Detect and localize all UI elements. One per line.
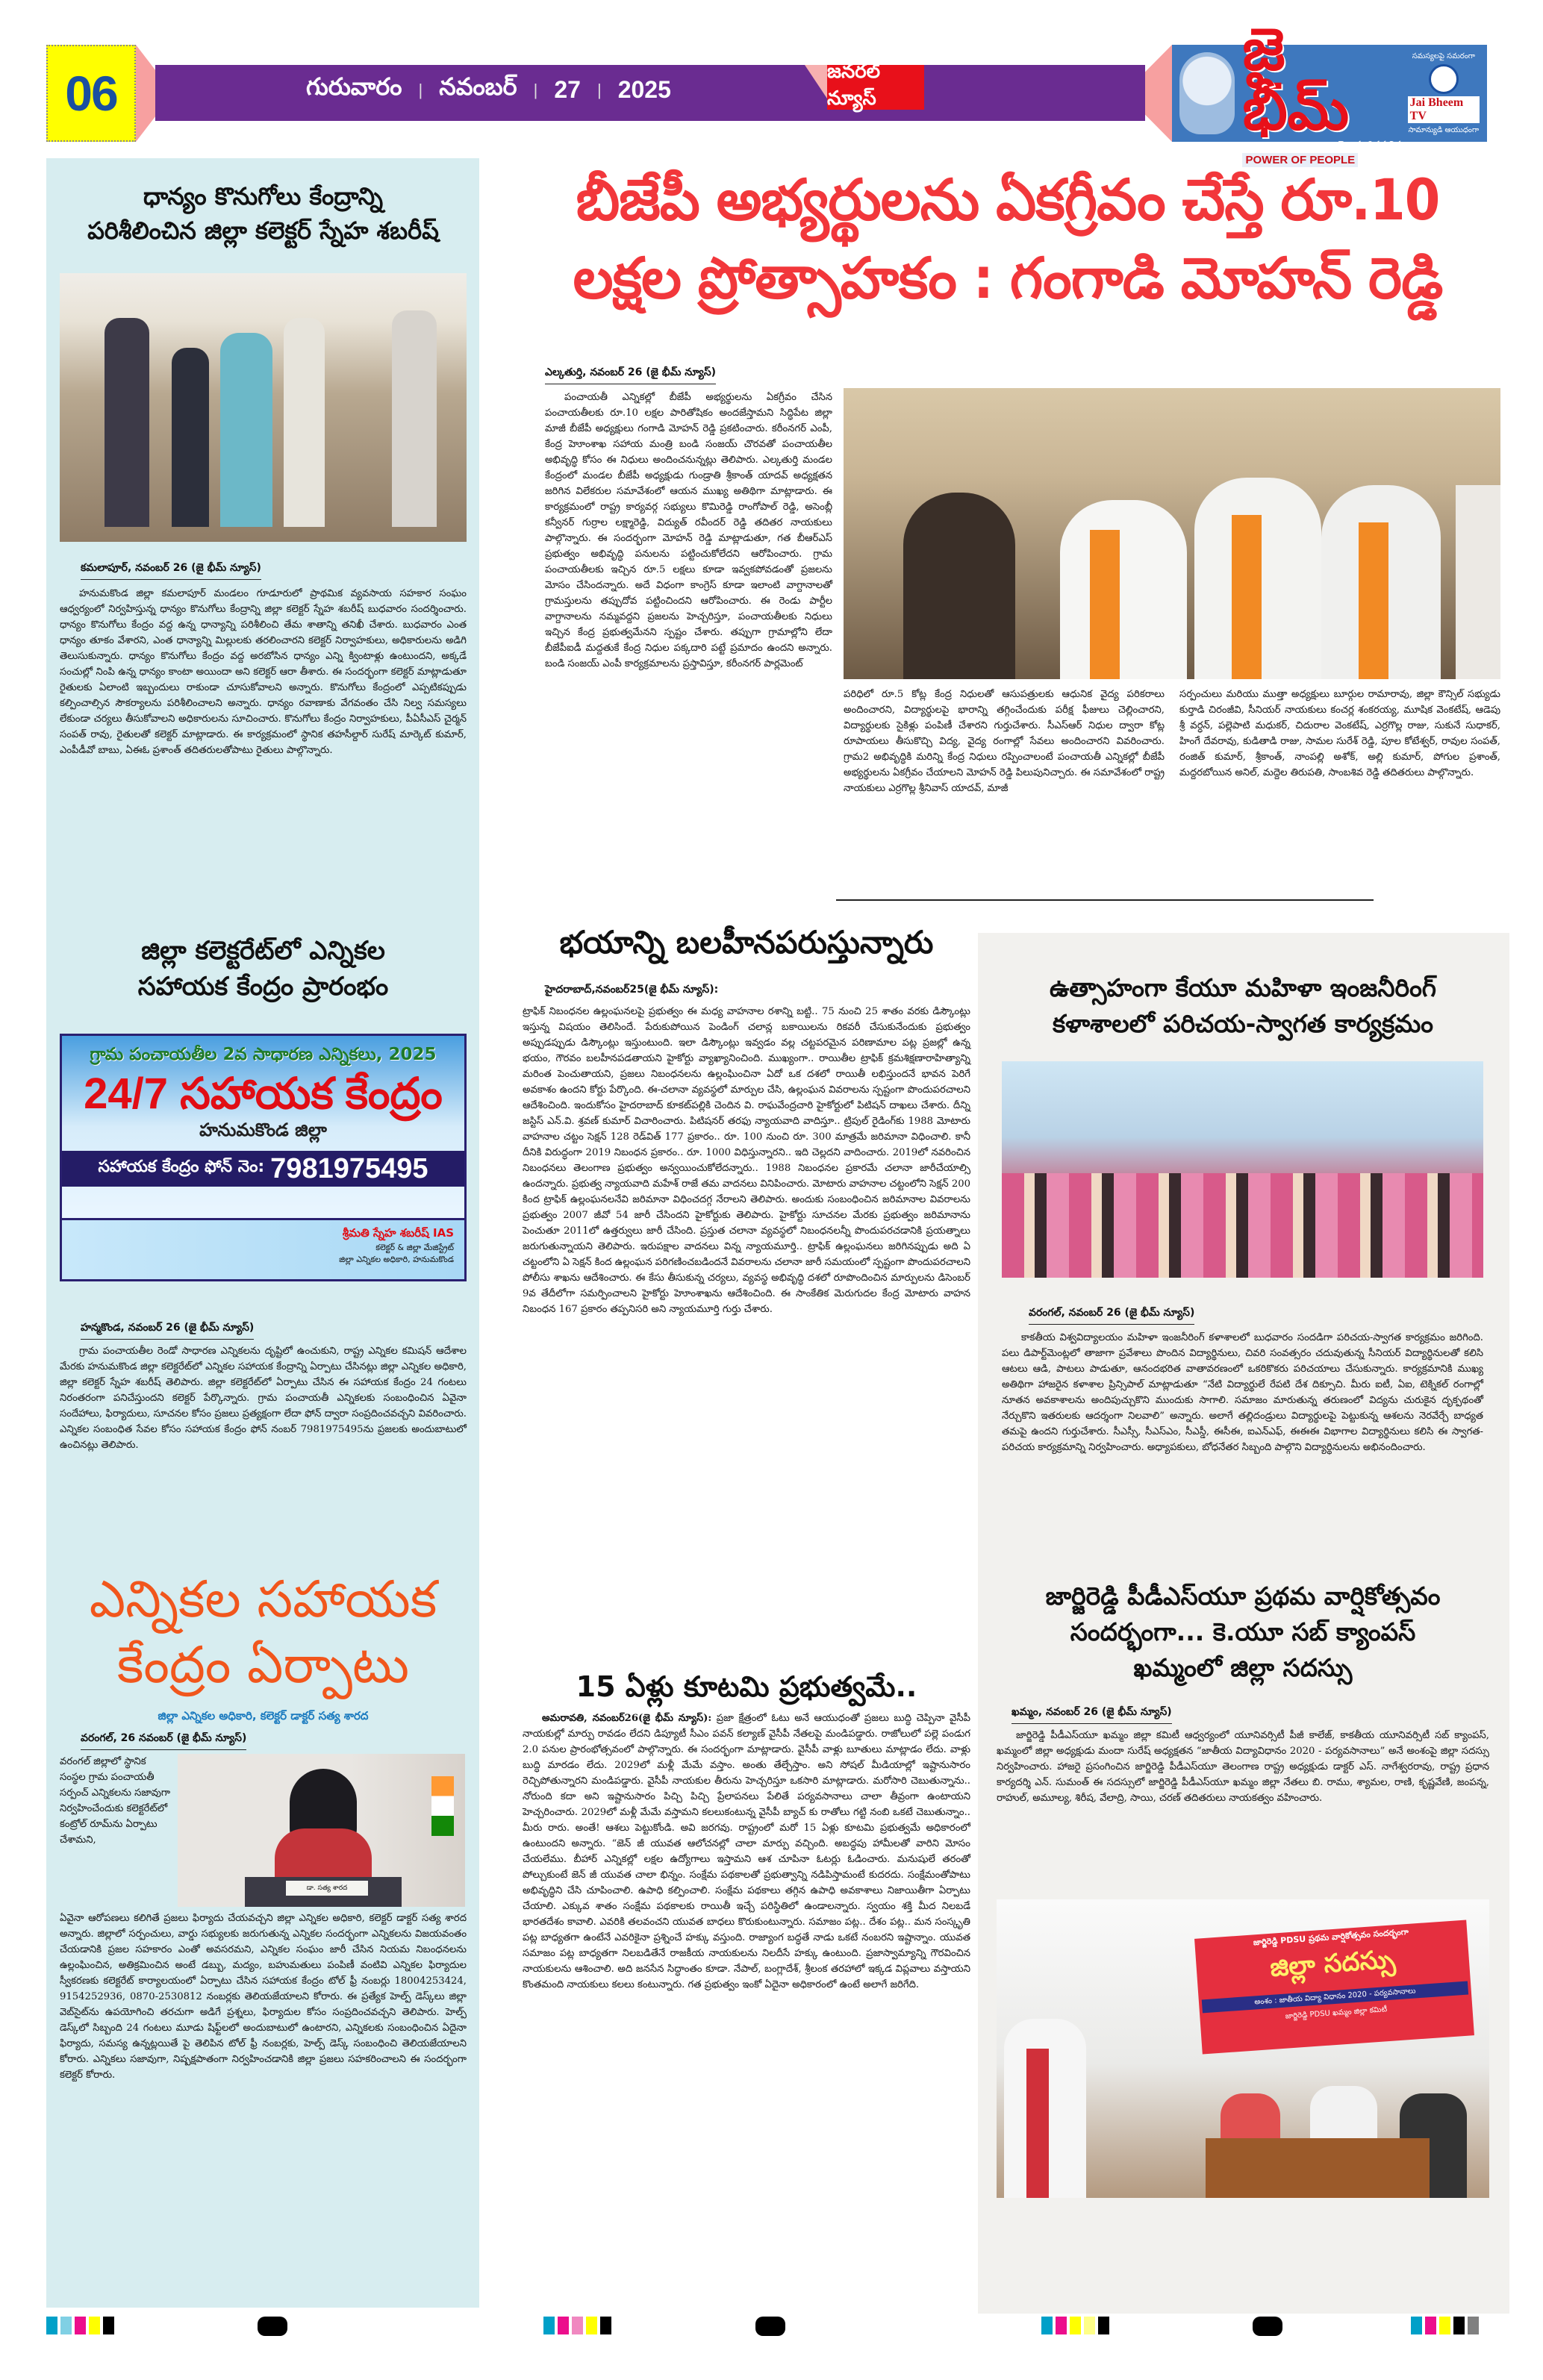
ad-phone-label: సహాయక కేంద్రం ఫోన్ నెం: [98, 1158, 265, 1176]
registration-mark-icon [258, 2317, 287, 2336]
bjp-dateline: ఎల్కతుర్తి, నవంబర్ 26 (జై భీమ్ న్యూస్) [545, 366, 716, 384]
alliance-dateline: అమరావతి, నవంబర్26(జై భీమ్ న్యూస్): [542, 1713, 712, 1724]
color-bar [543, 2317, 611, 2334]
color-swatch [1439, 2317, 1450, 2334]
color-bar [1411, 2317, 1479, 2334]
ku-welcome-dateline-wrap [1029, 1305, 1194, 1325]
warangal-centre-dateline-wrap [81, 1730, 246, 1750]
issue-year: 2025 [617, 76, 671, 103]
warangal-centre-body: ఏవైనా ఆరోపణలు కలిగితే ప్రజలు ఫిర్యాదు చేయవచ్చని జిల్లా ఎన్నికల అధికారి, కలెక్టర్ డాక్టర్ సత్య శారద అన్నారు. జిల్లాలో సర్పంచులు, వార్డు సభ్యులకు జరుగుతున్న ఎన్నికల సందర్భంగా ఎన్నికలను విజయవంతం చేయడానికి ప్రజల సహకారం ఎంతో అవసరమని, ఎన్నికల సంఘం జారీ చేసిన నియమ నిబంధనలను ఉల్లంఘించిన, అతిక్రమించిన అంటే డబ్బు, మద్యం, బహుమతులు పంపిణీ వంటివి ఎన్నికల ఫిర్యాదుల స్వీకరణకు కలెక్టరేట్ కార్యాలయంలో ఏర్పాటు చేసిన సహాయక కేంద్రం టోల్ ఫ్రీ నంబర్లు 18004253424, 9154252936, 0870-2530812 నంబర్లకు తెలియజేయాలని కోరారు. ఈ ప్రత్యేక హెల్ప్ డెస్క్‌లు జిల్లా వెబ్‌సైట్‌ను ఉపయోగించి తరచుగా అడిగే ప్రశ్నలు, ఫిర్యాదుల కోసం సంప్రదించవచ్చని తెలిపారు. హెల్ప్ డెస్క్‌లో సిబ్బంది 24 గంటలు మూడు షిఫ్ట్‌లలో అందుబాటులో ఉంటారని, ఎన్నికలకు సంబంధించిన ఏదైనా ఫిర్యాదు, సమస్య ఉన్నట్లయితే పై తెలిపిన టోల్ ఫ్రీ నంబర్లకు, హెల్ప్ డెస్క్ సంబంధించి తెలియజేయాలని కోరారు. ఎన్నికలు సజావుగా, నిష్పక్షపాతంగా నిర్వహించడానికి జిల్లా ప్రజలు సహకరించాలని ఈ సందర్భంగా కలెక్టర్ కోరారు. [60, 1913, 467, 2081]
bjp-headline [508, 160, 1508, 317]
banner-top: జార్జిరెడ్డి PDSU ప్రథమ వార్షికోత్సవం సందర్భంగా [1253, 1926, 1409, 1948]
election-centre-dateline: హన్మకొండ, నవంబర్ 26 (జై భీమ్ న్యూస్) [81, 1322, 254, 1340]
color-swatch [1453, 2317, 1465, 2334]
warangal-centre-dateline: వరంగల్, 26 నవంబర్ (జై భీమ్ న్యూస్) [81, 1732, 246, 1750]
bjp-body-col2: పరిధిలో రూ.5 కోట్ల కేంద్ర నిధులతో ఆసుపత్రులకు ఆధునిక వైద్య పరికరాలు అందించారని, విద్యార్థులపై భారాన్ని తగ్గించేందుకు పరీక్ష ఫీజులు చెల్లించారని, విద్యార్థులకు సైకిళ్లు పంపిణీ చేశారని గుర్తుచేశారు. సీఎస్ఆర్ నిధుల ద్వారా కోట్ల రూపాయలు తీసుకొచ్చి విద్య, వైద్య రంగాల్లో సేవలు అందించారని వివరించారు. గ్రామ2 అభివృద్ధికి మరిన్ని కేంద్ర నిధులు రప్పించాలంటే పంచాయతీ ఎన్నికల్లో బీజేపీ అభ్యర్థులను ఏకగ్రీవం చేయాలని మోహన్ రెడ్డి పిలుపునిచ్చారు. ఈ సమావేశంలో రాష్ట్ర నాయకులు ఎర్రగొల్ల శ్రీనివాస్ యాదవ్, మాజీ [844, 689, 1165, 794]
issue-date-number: 27 [554, 76, 581, 103]
registration-mark-icon [1253, 2317, 1282, 2336]
article-divider [836, 899, 1374, 901]
grain-inspection-photo [60, 273, 467, 542]
grain-body: హనుమకొండ జిల్లా కమలాపూర్ మండలం గూడూరులో ప్రాథమిక వ్యవసాయ సహకార సంఘం ఆధ్వర్యంలో నిర్వహిస్తున్న ధాన్యం కొనుగోలు కేంద్రాన్ని జిల్లా కలెక్టర్ స్నేహ శబరీష్ బుధవారం సందర్శించారు. ధాన్యం కొనుగోలు కేంద్రం వద్ద ఉన్న ధాన్యాన్ని పరిశీలించి తేమ శాతాన్ని తనిఖీ చేశారు. బుధవారం ఎంత ధాన్యం తూకం వేశారని, ఎంత ధాన్యాన్ని మిల్లులకు తరలించారని కలెక్టర్ నిర్వాహకులు, అధికారులను అడిగి తెలుసుకున్నారు. ధాన్యం కొనుగోలు కేంద్రం వద్ద అరబోసిన ధాన్యం ఎన్ని క్వింటాళ్లు ఉంటుందని, అక్కడే సంచుల్లో నింపి ఉన్న ధాన్యం కాంటా అయిందా అని కలెక్టర్ ఆరా తీశారు. ఈ సందర్భంగా కలెక్టర్ మాట్లాడుతూ రైతులకు ఏలాంటి ఇబ్బందులు రాకుండా చూసుకోవాలని అన్నారు. కొనుగోలు కేంద్రంలో ఎప్పటికప్పుడు కల్పించాల్సిన సౌకర్యాలను పరిశీలించాలని అన్నారు. ధాన్యం రవాణాకు వేగవంతం చేసి నిల్వ సమస్యలు లేకుండా చర్యలు తీసుకోవాలని అధికారులను సూచించారు. కొనుగోలు కేంద్రం నిర్వాహకులు, పీఏసీఎస్ చైర్మన్ సంపత్ రావు, రైతులతో కలెక్టర్ మాట్లాడారు. ఈ కార్యక్రమంలో స్థానిక తహసీల్దార్ సురేష్ మార్కెట్ కుమార్, ఎంపీడీవో బాబు, ఏఈఓ ప్రశాంత్ తదితరులతోపాటు రైతులు పాల్గొన్నారు. [60, 588, 467, 756]
warangal-centre-body-intro: వరంగల్ జిల్లాలో స్థానిక సంస్థల గ్రామ పంచాయతీ సర్పంచ్ ఎన్నికలను సజావుగా నిర్వహించేందుకు కలెక్టరేట్‌లో కంట్రోల్ రూమ్‌ను ఏర్పాటు చేశామని, [60, 1756, 171, 1846]
headline-line: సందర్భంగా... కె.యూ సబ్ క్యాంపస్ [1070, 1617, 1416, 1646]
color-swatch [543, 2317, 555, 2334]
ku-welcome-headline [985, 970, 1500, 1042]
pdsu-dateline: ఖమ్మం, నవంబర్ 26 (జై భీమ్ న్యూస్) [1011, 1706, 1172, 1724]
issue-day: గురువారం [306, 73, 402, 100]
color-swatch [46, 2317, 57, 2334]
warangal-centre-subhead: జిల్లా ఎన్నికల అధికారి, కలెక్టర్ డాక్టర్ సత్య శారద [158, 1709, 369, 1722]
color-swatch [1056, 2317, 1067, 2334]
collector-nameplate: డా. సత్య శారద [286, 1881, 368, 1896]
page-number: 06 [46, 45, 136, 142]
date-separator: | [418, 80, 423, 99]
registration-mark-icon [755, 2317, 785, 2336]
color-swatch [1411, 2317, 1422, 2334]
pdsu-dateline-wrap [1011, 1704, 1172, 1724]
logo-tagline: POWER OF PEOPLE [1242, 153, 1358, 167]
pdsu-headline [985, 1578, 1500, 1686]
collector-photo [178, 1754, 465, 1907]
headline-line: ఉత్సాహంగా కేయూ మహిళా ఇంజనీరింగ్ [1049, 973, 1437, 1002]
ad-signatory-role: జిల్లా ఎన్నికల అధికారి, హనుమకొండ [339, 1255, 454, 1264]
grain-dateline-wrap [81, 560, 261, 580]
ad-phone-band [62, 1151, 464, 1187]
ad-signatory-role: కలెక్టర్ & జిల్లా మేజిస్ట్రేట్ [375, 1243, 454, 1252]
headline-line: లక్షల ప్రోత్సాహకం : గంగాడి మోహన్ రెడ్డి [573, 245, 1443, 311]
ad-signatory-block [60, 1220, 467, 1281]
date-separator: | [596, 80, 602, 99]
headline-line: జార్జిరెడ్డి పీడీఎస్‌యూ ప్రథమ వార్షికోత్సవం [1045, 1581, 1441, 1611]
pdsu-seminar-photo [997, 1899, 1489, 2198]
color-swatch [1425, 2317, 1436, 2334]
election-centre-headline [52, 933, 474, 1005]
ku-welcome-group-photo [1002, 1061, 1483, 1278]
bjp-body-col3: సర్పంచులు మరియు ముత్తా అధ్యక్షులు బూర్గుల రామారావు, జిల్లా కౌన్సిల్ సభ్యుడు కుర్తాడి చిరంజీవి, సీనియర్ నాయకులు కంచర్ల శంకరయ్య, మూషిక వెంకటేష్, ఆడెపు శ్రీ వర్ధన్, పల్లెపాటి మధుకర్, చిదురాల వెంకటేష్, ఎర్రగొల్ల రాజు, సుకునే సుధాకర్, హింగే దేవరావు, కుడితాడి రాజు, సామల సురేశ్ రెడ్డి, పూల కోటేశ్వర్, రావుల సంపత్, రంజిత్ కుమార్, శ్రీకాంత్, నాంపల్లి అశోక్, అల్లి కుమార్, పోగుల ప్రశాంత్, మద్దరబోయిన అనిల్, మద్దెల తిరుపతి, సాంబశివ రెడ్డి తదితరులు పాల్గొన్నారు. [1179, 689, 1500, 778]
tv-emblem-icon [1429, 64, 1459, 94]
color-swatch [1084, 2317, 1095, 2334]
banner-foot: జార్జిరెడ్డి PDSU ఖమ్మం జిల్లా కమిటీ [1285, 2005, 1388, 2021]
page-number-fold [136, 45, 157, 142]
warangal-centre-headline: ఎన్నికల సహాయక కేంద్రం ఏర్పాటు [89, 1570, 437, 1695]
color-swatch [89, 2317, 100, 2334]
bjp-dateline-wrap [545, 364, 716, 384]
issue-date [306, 73, 671, 107]
ad-election-title: గ్రామ పంచాయతీల 2వ సాధారణ ఎన్నికలు, 2025 [90, 1045, 437, 1064]
color-swatch [60, 2317, 72, 2334]
logo-title: జై భీమ్ [1242, 16, 1350, 143]
headline-line: సహాయక కేంద్రం ప్రారంభం [137, 972, 389, 1002]
color-swatch [75, 2317, 86, 2334]
headline-line: పరిశీలించిన జిల్లా కలెక్టర్ స్నేహ శబరీష్ [87, 216, 439, 245]
alliance-headline: 15 ఏళ్లు కూటమి ప్రభుత్వమే.. [576, 1670, 917, 1703]
fear-dateline: హైదరాబాద్,నవంబర్25(జై భీమ్ న్యూస్): [545, 984, 719, 996]
color-swatch [1468, 2317, 1479, 2334]
color-swatch [1098, 2317, 1109, 2334]
banner-main: జిల్లా సదస్సు [1269, 1944, 1397, 1983]
ku-welcome-body: కాకతీయ విశ్వవిద్యాలయం మహిళా ఇంజనీరింగ్ కళాశాలలో బుధవారం సందడిగా పరిచయ-స్వాగత కార్యక్రమం జరిగింది. పలు డిపార్ట్‌మెంట్లలో తాజాగా ప్రవేశాలు పొందిన విద్యార్థినులు, చివరి సంవత్సరం చదువుతున్న సీనియర్ విద్యార్థినులతో కలిసి ఆటలు ఆడి, పాటలు పాడుతూ, ఆనందభరిత వాతావరణంలో ఒకరికొకరు పరిచయాలు చేసుకున్నారు. కార్యక్రమానికి ముఖ్య అతిథిగా హాజరైన కళాశాల ప్రిన్సిపాల్ మాట్లాడుతూ “నేటి విద్యార్థులే రేపటి దేశ దిక్సూచి. మీరు ఐటీ, ఏఐ, టెక్నికల్ రంగాల్లో నూతన అవకాశాలను అందిపుచ్చుకొని ముందుకు సాగాలి. సమాజం మారుతున్న తరుణంలో విద్యను చురుకైన దృక్పథంతో నేర్చుకొని ఇతరులకు ఆదర్శంగా నిలవాలి” అన్నారు. అలాగే తల్లిదండ్రులు విద్యార్థులపై పెట్టుకున్న ఆశలను నెరవేర్చే బాధ్యత తమపై ఉందని గుర్తుచేశారు. సీఎస్సీ, సీఎస్ఎం, సీఎస్డీ, ఈసీఈ, ఐఎన్ఎఫ్, ఈఈఈ విభాగాల విద్యార్థినులు కలిసి ఈ స్వాగత-పరిచయ కార్యక్రమాన్ని నిర్వహించారు. అధ్యాపకులు, బోధనేతర సిబ్బంది పాల్గొని విద్యార్థినులను అభినందించారు. [1002, 1332, 1483, 1453]
pdsu-banner [1194, 1920, 1474, 2054]
color-swatch [586, 2317, 597, 2334]
section-label: జనరల్ న్యూస్ [827, 65, 924, 110]
ad-helpcentre-title: 24/7 సహాయక కేంద్రం [84, 1069, 443, 1118]
grain-dateline: కమలాపూర్, నవంబర్ 26 (జై భీమ్ న్యూస్) [81, 562, 261, 580]
fear-headline: భయాన్ని బలహీనపరుస్తున్నారు [559, 924, 934, 961]
ambedkar-portrait-icon [1179, 52, 1235, 134]
logo-slogan-bottom: సామాన్యుడి ఆయుధంగా [1408, 125, 1480, 134]
logo-slogan-top: సమస్యలపై సమరంగా [1412, 51, 1475, 60]
election-centre-dateline-wrap [81, 1319, 254, 1340]
color-swatch [600, 2317, 611, 2334]
fear-body: ట్రాఫిక్ నిబంధనల ఉల్లంఘనలపై ప్రభుత్వం ఈ మధ్య వాహనాల రశాన్ని బట్టి.. 75 నుంచి 25 శాతం వరకు డిస్కౌంట్లు ఇస్తున్న విషయం తెలిసిందే. పేరుకుపోయిన పెండింగ్ చలాన్ల బకాయిలను రికవరీ చేసుకునేందుకు ప్రభుత్వం అప్పుడప్పుడు డిస్కౌంట్లు ఇస్తుంటుంది. ఇలా డిస్కౌంట్లు ఇవ్వడం వల్ల చట్టపరమైన పరిణామాల పట్ల ప్రజల్లో ఉన్న భయం, గౌరవం బలహీనపడతాయని హైకోర్టు వ్యాఖ్యానించింది. ముఖ్యంగా.. రాయితీల ట్రాఫిక్ క్రమశిక్షణారాహిత్యాన్ని మరింత పెంచుతాయని, ప్రజలు నిబంధనలను ఉల్లంఘించినా ఏదో ఒక దశలో రాయితీ లభిస్తుందనే భావన పెరిగే అవకాశం ఉందని కోర్టు పేర్కొంది. ఈ-చలానా వ్యవస్థలో మార్పుల చేసి, ఉల్లంఘన వివరాలను స్పష్టంగా పొందుపరచాలని ఆదేశించింది. ఇందుకోసం హైదరాబాద్ కూకట్‌పల్లికి చెందిన వి. రాఘవేంద్రచారి హైకోర్టులో పిటిషన్ దాఖలు చేశారు. దీన్ని జస్టిస్ ఎన్.వి. శ్రవణ్ కుమార్ విచారించారు. పిటిషనర్ తరఫు న్యాయవాది వాదిస్తూ.. ట్రిపుల్ రైడింగ్‌కు 1988 మోటారు వాహనాల చట్టం సెక్షన్ 128 రెడ్‌విత్ 177 ప్రకారం.. రూ. 100 నుంచి రూ. 300 మాత్రమే జరిమానా విధించాలి. కానీ దీనికి విరుద్ధంగా 2019 నిబంధన ప్రకారం.. రూ. 1000 విధిస్తున్నారని.. ఇది చెల్లదని వాదించారు. 2019లో నవరించిన నిబంధనలు తెలంగాణ ప్రభుత్వం అన్వయించుకోలేదన్నారు.. 1988 నిబంధనల ప్రకారమే చలానా జారీచేయాల్సి ఉందన్నారు. ప్రభుత్వ న్యాయవాది మహేశ్ రాజే తమ వాదనలు వినిపించారు. మోటారు వాహనాల చట్టంలోని సెక్షన్ 200 కింద ట్రాఫిక్ ఉల్లంఘనలనేవి జరిమానా విధించదగ్గ నేరాలని తెలిపారు. అందుకు సంబంధించిన జరిమానాల వివరాలను ప్రభుత్వం 2007 జీవో 54 జారీ చేసిందని హైకోర్టుకు తెలిపారు. హైకోర్టు సూచనల మేరకు ప్రభుత్వం జరిమానాను పెంచుతూ 2011లో ఉత్తర్వులు జారీ చేసింది. ప్రస్తుత చలానా వ్యవస్థలో నిబంధనలన్నీ పొందుపరచడానికి ప్రయత్నాలు జరుగుతున్నాయని తెలిపారు. ఇరుపక్షాల వాదనలు విన్న న్యాయమూర్తి.. ట్రాఫిక్ ఉల్లంఘనలు జరిగినప్పుడు అది ఏ చట్టంలోని ఏ సెక్షన్ కింద ఉల్లంఘన పరిగణించబడిందనే వివరాలను చలానా జారీ సమయంలో స్పష్టంగా పొందుపరచాలని పోలీసు శాఖను ఆదేశించారు. ఈ కేసు తీసుకున్న చర్యలు, వ్యవస్థ అభివృద్ధి దశలో రూపొందించిన మార్పులను డిసెంబర్ 9వ తేదీలోగా సమర్పించాలని హైకోర్టు హెూంశాఖను ఆదేశించింది. ఈ సాంకేతిక మెరుగుదల కేంద్ర మోటారు వాహన నిబంధన 167 ప్రకారం తప్పనిసరి అని న్యాయమూర్తి గుర్తు చేశారు. [523, 1006, 971, 1315]
pdsu-body: జార్జిరెడ్డి పీడీఎస్‌యూ ఖమ్మం జిల్లా కమిటీ ఆధ్వర్యంలో యూనివర్సిటీ పీజీ కాలేజ్, కాకతీయ యూనివర్సిటీ సబ్ క్యాంపస్, ఖమ్మంలో జిల్లా అధ్యక్షుడు మందా సురేష్ అధ్యక్షతన “జాతీయ విద్యావిధానం 2020 - పర్యవసానాలు” అనే అంశంపై జిల్లా సదస్సు నిర్వహించారు. హాజరై ప్రసంగించిన జార్జిరెడ్డి పీడీఎస్‌యూ తెలంగాణ రాష్ట్ర అధ్యక్షుడు డాక్టర్ ఎస్. నాగేశ్వరరావు, రాష్ట్ర ప్రధాన కార్యదర్శి ఎన్. సుమంత్ ఈ సదస్సులో జార్జిరెడ్డి పీడీఎస్‌యూ ఖమ్మం జిల్లా నేతలు బి. రాము, శ్యామల, రాణి, కృష్ణవేణి, జంపన్న, రాహుల్, అమూల్య, శిరీష, వేలాద్రి, సాయి, చరణ్ తదితరులు నాయకత్వం వహించారు. [997, 1730, 1489, 1804]
election-centre-body: గ్రామ పంచాయతీల రెండో సాధారణ ఎన్నికలను దృష్టిలో ఉంచుకుని, రాష్ట్ర ఎన్నికల కమిషన్ ఆదేశాల మేరకు హనుమకొండ జిల్లా కలెక్టరేట్‌లో ఎన్నికల సహాయక కేంద్రాన్ని ఏర్పాటు చేసినట్లు జిల్లా ఎన్నికల అధికారి, జిల్లా కలెక్టర్ స్నేహ శబరీష్ తెలిపారు. జిల్లా కలెక్టరేట్‌లో ఏర్పాటు చేసిన ఈ సహాయక కేంద్రం 24 గంటలు నిరంతరంగా పనిచేస్తుందని కలెక్టర్ పేర్కొన్నారు. గ్రామ పంచాయతీ ఎన్నికలకు సంబంధించిన ఏవైనా సందేహాలు, ఫిర్యాదులు, సూచనల కోసం ప్రజలు ప్రత్యక్షంగా లేదా ఫోన్ ద్వారా సంప్రదించవచ్చని వివరించారు. ఎన్నికల సంబంధిత సేవల కోసం సహాయక కేంద్రం ఫోన్ నంబర్ 7981975495ను ప్రజలకు అందుబాటులో ఉంచినట్లు తెలిపారు. [60, 1346, 467, 1451]
logo-fold [1145, 45, 1172, 142]
date-separator: | [533, 80, 538, 99]
ad-phone-number[interactable]: 7981975495 [270, 1152, 428, 1184]
headline-line: బీజేపీ అభ్యర్థులను ఏకగ్రీవం చేస్తే రూ.10 [576, 166, 1440, 233]
color-swatch [1070, 2317, 1081, 2334]
newspaper-logo [1172, 16, 1487, 166]
ad-signatory-name: శ్రీమతి స్నేహ శబరీష్ IAS [342, 1226, 454, 1240]
logo-subtitle: తెలుగు దినపత్రిక [1337, 139, 1400, 151]
headline-line: ధాన్యం కొనుగోలు కేంద్రాన్ని [143, 182, 383, 210]
tv-name: Jai Bheem TV [1408, 96, 1480, 123]
issue-month: నవంబర్ [439, 73, 517, 100]
color-swatch [572, 2317, 583, 2334]
headline-line: ఖమ్మంలో జిల్లా సదస్సు [1133, 1653, 1353, 1682]
alliance-body-text: ప్రజా క్షేత్రంలో ఓటు అనే ఆయుధంతో ప్రజలు బుద్ధి చెప్పినా వైసీపీ నాయకుల్లో మార్పు రావడం లేదని డిప్యూటీ సీఎం పవన్ కల్యాణ్ వైసీపీ నేతలపై మండిపడ్డారు. రాజోలులో పల్లె పండుగ 2.0 పనుల ప్రారంభోత్సవంలో పాల్గొన్నారు. ఈ సందర్భంగా మాట్లాడారు. వైసీపీ వాళ్లు బూతులు మాట్లాడం లేదు. వాళ్లు బుద్ధి మారడం లేదు. 2029లో మళ్లీ మేమే వస్తాం. అంతు తేల్చేస్తాం. అని సోషల్ మీడియాల్లో ఇష్టానుసారం రెచ్చిపోతున్నారని మండిపడ్డారు. వైసీపీ నాయకుల తీరును హెచ్చరిస్తూ ఒకసారి మాట్లాడారు. మరోసారి చెబుతున్నాను.. నోరుంది కదా అని ఇష్టానుసారం పిచ్చి పిచ్చి ప్రేలాపనలు పేలితే పర్యవసానాలు చాలా తీవ్రంగా ఉంటాయని హెచ్చరించారు. 2029లో మళ్లీ మేమే వస్తామని కలలుకంటున్న వైసీపీ బ్యాచ్ కు రాతోలు గట్టి నంబి ఒకటే చెబుతున్నాం.. మీరు రారు. అంతే! ఆశలు పెట్టుకోండి. అవి జరగవు. రాష్ట్రంలో మరో 15 ఏళ్లు కూటమి ప్రభుత్వమే అధికారంలో ఉంటుందని అన్నారు. “జెన్ జీ యువత ఆలోచనల్లో చాలా మార్పు వచ్చింది. అబద్ధపు హామీలతో వారిని మోసం చేయలేము. బీహార్ ఎన్నికల్లో లక్షల ఉద్యోగాలు ఇస్తామని ఆశ చూపినా ఓటర్లు ఓడించారు. మనుషులే తరంతో పోల్చుకుంటే జెన్ జీ యువత చాలా భిన్నం. సంక్షేమ పథకాలతో ప్రభుత్వాన్ని నడిపిస్తామంటే కుదరదు. సంక్షేమంతోపాటు అభివృద్ధిని చేసి చూపించాలి. ఉపాధి కల్పించాలి. సంక్షేమ పథకాలు తగ్గిన ఉపాధి అవకాశాలు నిజాయితీగా ఏర్పాటు చేయాలి. ఎక్కువ శాతం సంక్షేమ పథకాలకు రాయితీ ఇచ్చే పరిస్థితిలో ఉండాలన్నారు. స్వయం శక్తి మీద నిలబడే భారతదేశం కావాలి. ఎవరికి తలవంచని యువత బాధలు కొరుకుంటున్నారు. సమాజం పట్ల.. దేశం పట్ల.. మన సంస్కృతి పట్ల బాధ్యతగా ఉంటేనే ఎవరికైనా ప్రశ్నించే హక్కు వస్తుంది. రాజ్యాంగ బద్ధతే నాడు ఒకటే నంబరని ఇష్టాన్నాం. యువత సమాజం పట్ల బాధ్యతగా నిలబడితేనే రాజకీయ నాయకులను నిలదీసే హక్కు ఉంటుంది. ప్రజాస్వామ్యాన్ని గౌరవించిన నాయకులను ఆశించాలి. అది జనసేన సిద్ధాంతం కూడా. నేపాల్, బంగ్లాదేశ్, శ్రీలంక తరహాలో ఇక్కడ విప్లవాలు వస్తాయని కొంతమంది నాయకులు కలలు కంటున్నారు. గత ప్రభుత్వం ఇంకో ఏదైనా అధికారంలో ఉంటే అలాగే జరిగేది. [523, 1713, 970, 1990]
color-bar [46, 2317, 114, 2334]
alliance-body [523, 1711, 970, 1993]
ad-district: హనుమకొండ జిల్లా [199, 1119, 327, 1140]
color-swatch [103, 2317, 114, 2334]
headline-line: కళాశాలలో పరిచయ-స్వాగత కార్యక్రమం [1052, 1009, 1434, 1038]
headline-line: జిల్లా కలెక్టరేట్‌లో ఎన్నికల [141, 936, 385, 966]
bjp-meeting-photo [844, 388, 1500, 679]
color-swatch [558, 2317, 569, 2334]
banner-sub: అంశం : జాతీయ విద్యా విధానం 2020 - పర్యవసానాలు [1202, 1981, 1468, 2014]
bjp-body-col1: పంచాయతీ ఎన్నికల్లో బీజేపీ అభ్యర్థులను ఏకగ్రీవం చేసిన పంచాయతీలకు రూ.10 లక్షల పారితోషికం అందజేస్తామని సిద్ధిపేట జిల్లా మాజీ బీజేపీ అధ్యక్షులు గంగాడి మోహన్ రెడ్డి ప్రకటించారు. కరీంనగర్ ఎంపీ, కేంద్ర హెూంశాఖ సహాయ మంత్రి బండి సంజయ్ చొరవతో పంచాయతీల అభివృద్ధి కోసం ఈ నిధులు అందించనున్నట్లు తెలిపారు. ఎల్కతుర్తి మండల కేంద్రంలో మండల బీజేపీ అధ్యక్షుడు గుండ్రాతి శ్రీకాంత్ యాదవ్ అధ్యక్షతన జరిగిన విలేకరుల సమావేశంలో ఆయన ముఖ్య అతిథిగా మాట్లాడారు. ఈ కార్యక్రమంలో రాష్ట్ర కార్యవర్గ సభ్యులు కొమిరెడ్డి రాంగోపాల్ రెడ్డి, అసెంబ్లీ కన్వీనర్ గుర్రాల లక్ష్మారెడ్డి, విద్యుత్ రవీందర్ రెడ్డి తదితర నాయకులు పాల్గొన్నారు. ఈ సందర్భంగా మోహన్ రెడ్డి మాట్లాడుతూ, గత బీఆర్ఎస్ ప్రభుత్వం అభివృద్ధి పనులను పట్టించుకోలేదని ఆరోపించారు. గ్రామ పంచాయతీలకు ఇచ్చిన రూ.5 లక్షలు కూడా ఇవ్వకపోవడంతో ప్రజలను మోసం చేసిందన్నారు. అదే విధంగా కాంగ్రెస్ కూడా ఇలాంటి వాగ్దానాలతో గ్రామస్తులను తప్పుదోవ పట్టించిందని ఆరోపించారు. ఈ రెండు పార్టీల వాగ్దానాలను నమ్మవద్దని ప్రజలను హెచ్చరిస్తూ, పంచాయతీలకు నిధులు ఇచ్చిన కేంద్ర ప్రభుత్వమేనని స్పష్టం చేశారు. తప్పుగా గ్రామాల్లోని లేదా బీజేపీఐడీ మద్దతుకే కేంద్ర నిధుల పక్కదారి పట్టే ప్రమాదం ఉందని అన్నారు. బండి సంజయ్ ఎంపీ కార్యక్రమాలను ప్రస్తావిస్తూ, కరీంనగర్ పార్లమెంట్ [545, 392, 832, 669]
helpline-advertisement [60, 1034, 467, 1220]
color-swatch [1041, 2317, 1053, 2334]
color-bar [1041, 2317, 1109, 2334]
grain-headline [52, 179, 474, 248]
ku-welcome-dateline: వరంగల్, నవంబర్ 26 (జై భీమ్ న్యూస్) [1029, 1307, 1194, 1325]
